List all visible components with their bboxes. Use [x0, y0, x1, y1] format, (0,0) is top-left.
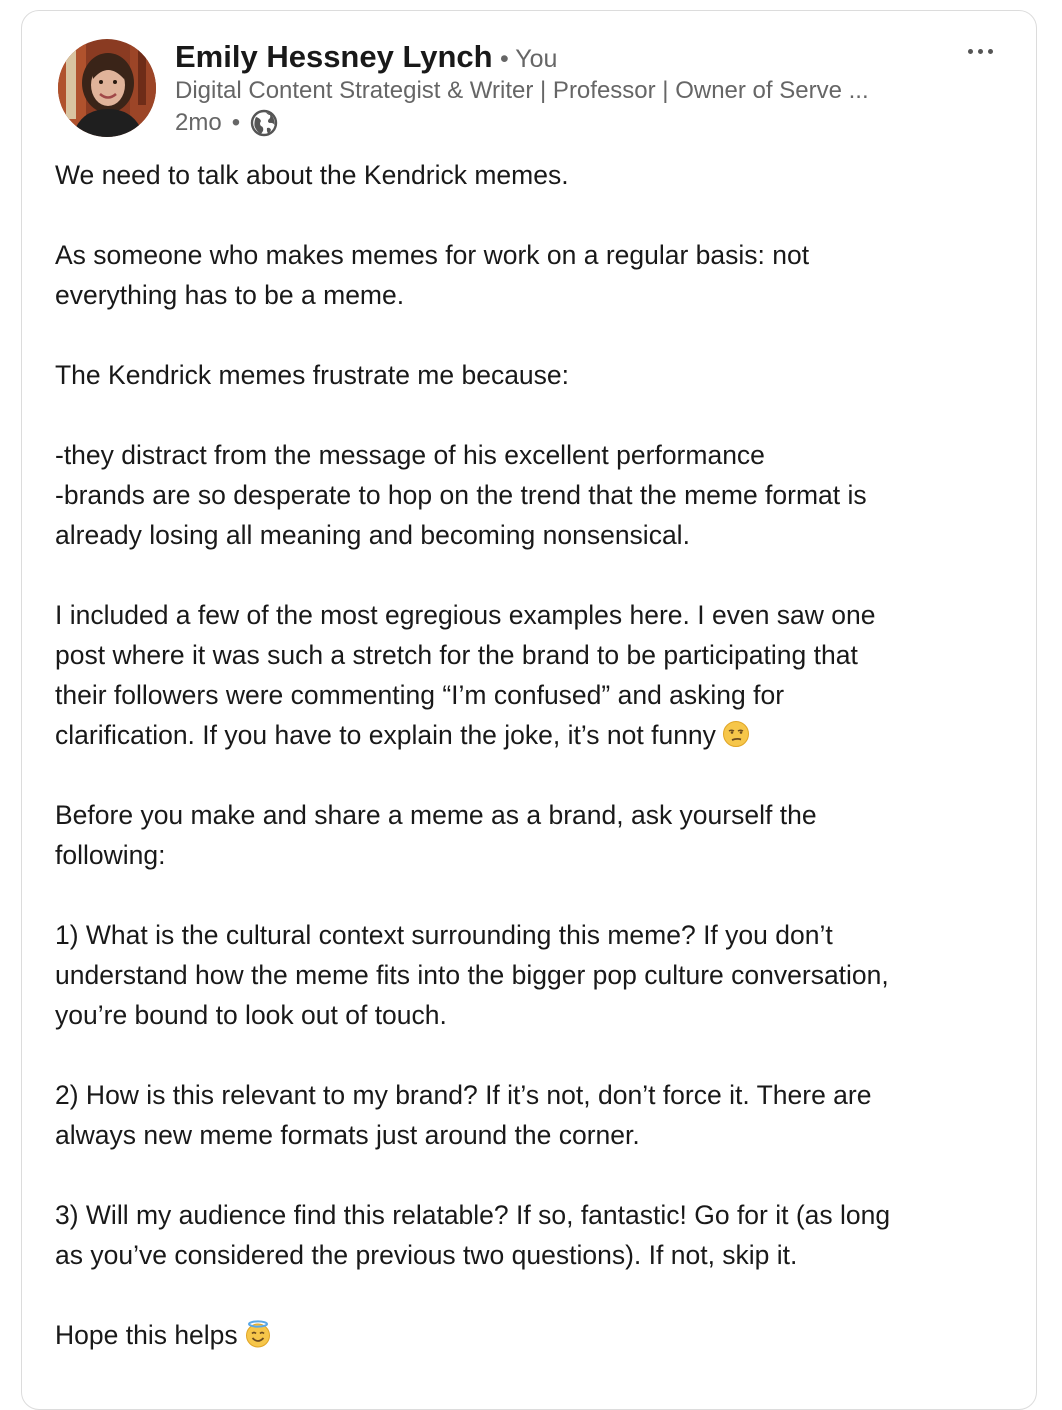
separator-dot: • [500, 45, 516, 73]
post-line: their followers were commenting “I’m confused” and asking for [55, 680, 785, 710]
post-line: The Kendrick memes frustrate me because: [55, 360, 570, 390]
post-line: 1) What is the cultural context surrounding this meme? If you don’t [55, 920, 833, 950]
post-line: I included a few of the most egregious examples here. I even saw one [55, 600, 876, 630]
post-line: understand how the meme fits into the bigger pop culture conversation, [55, 960, 889, 990]
post-line: already losing all meaning and becoming nonsensical. [55, 520, 690, 550]
post-line: clarification. If you have to explain the joke, it’s not funny [55, 720, 716, 750]
post-line: post where it was such a stretch for the brand to be participating that [55, 640, 858, 670]
post-meta [175, 108, 278, 138]
post-paragraph [55, 235, 1015, 315]
more-options-button[interactable] [958, 35, 1002, 67]
more-dot [978, 49, 983, 54]
post-line: everything has to be a meme. [55, 280, 405, 310]
post-line: We need to talk about the Kendrick memes. [55, 160, 569, 190]
post-text [55, 155, 1015, 1355]
author-avatar[interactable] [58, 39, 156, 137]
post-line: -brands are so desperate to hop on the trend that the meme format is [55, 480, 867, 510]
post-paragraph [55, 795, 1015, 875]
more-dot [988, 49, 993, 54]
post-card [21, 10, 1037, 1410]
post-line: following: [55, 840, 166, 870]
post-line: 2) How is this relevant to my brand? If it’s not, don’t force it. There are [55, 1080, 872, 1110]
separator-dot: • [231, 109, 241, 136]
post-line: as you’ve considered the previous two questions). If not, skip it. [55, 1240, 798, 1270]
post-paragraph [55, 1075, 1015, 1155]
post-line: 3) Will my audience find this relatable? If so, fantastic! Go for it (as long [55, 1200, 891, 1230]
smiling-face-with-halo-emoji [244, 1319, 272, 1347]
author-name[interactable]: Emily Hessney Lynch [175, 39, 493, 74]
post-line: you’re bound to look out of touch. [55, 1000, 447, 1030]
post-time: 2mo [175, 109, 222, 136]
post-paragraph [55, 595, 1015, 755]
globe-icon [250, 109, 278, 137]
post-paragraph [55, 435, 1015, 555]
avatar-photo [58, 39, 156, 137]
more-dot [968, 49, 973, 54]
unamused-face-emoji [722, 719, 750, 747]
you-badge-label: You [515, 45, 558, 73]
author-headline: Digital Content Strategist & Writer | Professor | Owner of Serve ... [175, 77, 869, 104]
post-line: As someone who makes memes for work on a regular basis: not [55, 240, 810, 270]
post-paragraph [55, 1195, 1015, 1275]
post-line: Before you make and share a meme as a brand, ask yourself the [55, 800, 817, 830]
post-paragraph [55, 155, 1015, 195]
post-line: -they distract from the message of his excellent performance [55, 440, 765, 470]
post-line: always new meme formats just around the corner. [55, 1120, 640, 1150]
post-paragraph [55, 915, 1015, 1035]
post-paragraph [55, 355, 1015, 395]
post-paragraph [55, 1315, 1015, 1355]
you-badge [500, 42, 557, 76]
post-line: Hope this helps [55, 1320, 238, 1350]
